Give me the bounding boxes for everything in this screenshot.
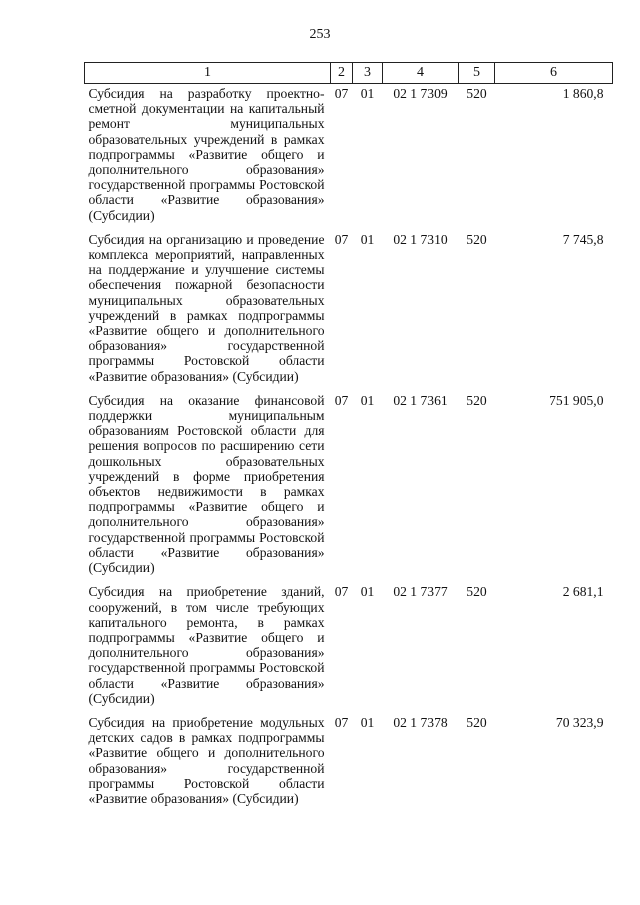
row-target-article: 02 1 7378 (393, 714, 448, 730)
row-description: Субсидия на приобретение модульных детских садов в рамках подпрограммы «Развитие общего и дополнительного образования» государственной программы Ростовской области «Развитие образования» (Субсидии) (88, 714, 325, 806)
column-header-1: 1 (85, 63, 331, 84)
column-header-4: 4 (383, 63, 459, 84)
row-subsection: 01 (360, 231, 375, 247)
row-section: 07 (334, 714, 349, 730)
column-header-5: 5 (459, 63, 495, 84)
row-description: Субсидия на оказание финансовой поддержки муниципальным образованиям Ростовской области для решения вопросов по расширению сети дошкольных образовательных учреждений в форме приобретения объектов недвижимости в рамках подпрограммы «Развитие общего и дополнительного образования» государственной программы Ростовской области «Развитие образования» (Субсидии) (88, 392, 325, 576)
table-row (85, 713, 613, 813)
row-description: Субсидия на организацию и проведение комплекса мероприятий, направленных на поддержание и улучшение системы обеспечения пожарной безопасности муниципальных образовательных учреждений в рамках подпрограммы «Развитие общего и дополнительного образования» государственной программы Ростовской области «Развитие образования» (Субсидии) (88, 231, 325, 384)
table-header-row (85, 63, 613, 84)
row-amount: 7 745,8 (562, 231, 604, 247)
column-header-6: 6 (495, 63, 613, 84)
row-expense-type: 520 (466, 714, 487, 730)
row-subsection: 01 (360, 584, 375, 600)
table-row (85, 84, 613, 230)
row-section: 07 (334, 392, 349, 408)
row-section: 07 (334, 584, 349, 600)
row-section: 07 (334, 231, 349, 247)
page-number: 253 (309, 27, 331, 42)
table-row (85, 582, 613, 713)
row-expense-type: 520 (466, 231, 487, 247)
budget-table (84, 62, 613, 813)
row-amount: 1 860,8 (562, 86, 604, 101)
row-expense-type: 520 (466, 584, 487, 600)
row-target-article: 02 1 7309 (393, 86, 448, 101)
row-target-article: 02 1 7377 (393, 584, 448, 600)
row-subsection: 01 (360, 392, 375, 408)
row-description: Субсидия на разработку проектно-сметной документации на капитальный ремонт муниципальных образовательных учреждений в рамках подпрограммы «Развитие общего и дополнительного образования» государственной программы Ростовской области «Развитие образования» (Субсидии) (88, 86, 325, 223)
row-section: 07 (334, 86, 349, 101)
column-header-3: 3 (353, 63, 383, 84)
row-description: Субсидия на приобретение зданий, сооружений, в том числе требующих капитального ремонта, в рамках подпрограммы «Развитие общего и дополнительного образования» государственной программы Ростовской области «Развитие образования» (Субсидии) (88, 584, 325, 706)
row-amount: 2 681,1 (562, 584, 604, 600)
row-amount: 751 905,0 (549, 392, 604, 408)
row-target-article: 02 1 7361 (393, 392, 448, 408)
table-row (85, 230, 613, 391)
column-header-2: 2 (331, 63, 353, 84)
row-expense-type: 520 (466, 86, 487, 101)
row-subsection: 01 (360, 86, 375, 101)
table-row (85, 391, 613, 582)
row-target-article: 02 1 7310 (393, 231, 448, 247)
row-amount: 70 323,9 (555, 714, 604, 730)
row-expense-type: 520 (466, 392, 487, 408)
row-subsection: 01 (360, 714, 375, 730)
